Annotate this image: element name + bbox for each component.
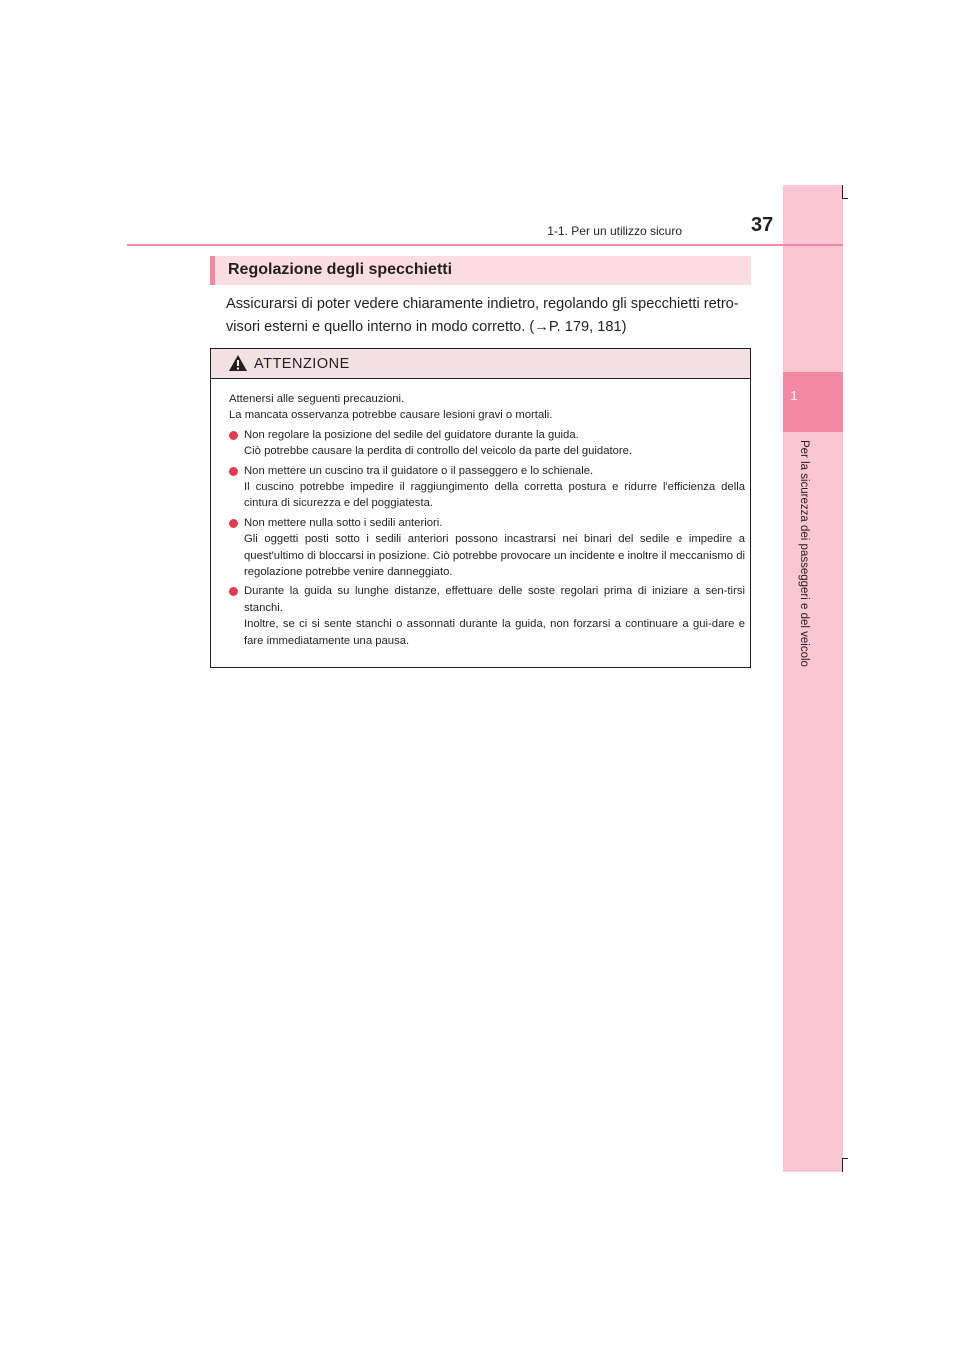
warning-triangle-icon <box>228 354 248 372</box>
intro-line: Assicurarsi di poter vedere chiaramente indietro, regolando gli specchietti retro- <box>226 296 739 312</box>
section-reference: 1-1. Per un utilizzo sicuro <box>547 224 682 238</box>
warning-item-text: Gli oggetti posti sotto i sedili anteriori possono incastrarsi nei binari del sedile e impedire a quest'ultimo di bloccarsi in posizione. Ciò potrebbe provocare un incidente e inoltre il meccanismo di regolazione potrebbe venire danneggiato. <box>244 533 745 579</box>
warning-item-heading: Non mettere nulla sotto i sedili anteriori. <box>244 516 443 529</box>
crop-mark-bottom <box>842 1158 843 1172</box>
warning-item <box>229 515 745 581</box>
warning-intro <box>229 391 745 424</box>
warning-item-text: Il cuscino potrebbe impedire il raggiungimento della corretta postura e ridurre l'efficienza della cintura di sicurezza e del poggiatesta. <box>244 481 745 510</box>
warning-item-heading: Non regolare la posizione del sedile del guidatore durante la guida. <box>244 428 579 441</box>
intro-line: visori esterni e quello interno in modo corretto. (→P. 179, 181) <box>226 319 627 335</box>
warning-item <box>229 427 745 460</box>
header-rule <box>127 244 843 246</box>
bullet-icon <box>229 431 238 440</box>
side-tab <box>783 185 843 1172</box>
crop-mark-bottom-tick <box>842 1158 848 1159</box>
warning-item-heading: Non mettere un cuscino tra il guidatore o il passeggero e lo schienale. <box>244 464 594 477</box>
warning-body <box>229 391 745 652</box>
bullet-icon <box>229 519 238 528</box>
section-heading <box>210 256 751 285</box>
chapter-number: 1 <box>790 388 798 403</box>
warning-header <box>211 349 750 379</box>
warning-item-heading: Durante la guida su lunghe distanze, effettuare delle soste regolari prima di iniziare a sen-tirsi stanchi. <box>244 585 745 614</box>
bullet-icon <box>229 467 238 476</box>
crop-mark-top-tick <box>842 198 848 199</box>
warning-item-text: Ciò potrebbe causare la perdita di controllo del veicolo da parte del guidatore. <box>244 445 633 458</box>
warning-item <box>229 583 745 649</box>
warning-intro-line: La mancata osservanza potrebbe causare lesioni gravi o mortali. <box>229 409 553 422</box>
bullet-icon <box>229 587 238 596</box>
warning-box <box>210 348 751 668</box>
warning-title: ATTENZIONE <box>254 356 350 372</box>
section-title: Regolazione degli specchietti <box>228 261 453 278</box>
warning-intro-line: Attenersi alle seguenti precauzioni. <box>229 393 405 405</box>
warning-item <box>229 463 745 512</box>
crop-mark-top <box>842 185 843 199</box>
chapter-title: Per la sicurezza dei passeggeri e del veicolo <box>798 440 810 667</box>
intro-paragraph <box>226 293 746 339</box>
page-number: 37 <box>751 214 774 236</box>
warning-item-text: Inoltre, se ci si sente stanchi o assonnati durante la guida, non forzarsi a continuare a gui-dare e fare immediatamente una pausa. <box>244 618 745 647</box>
